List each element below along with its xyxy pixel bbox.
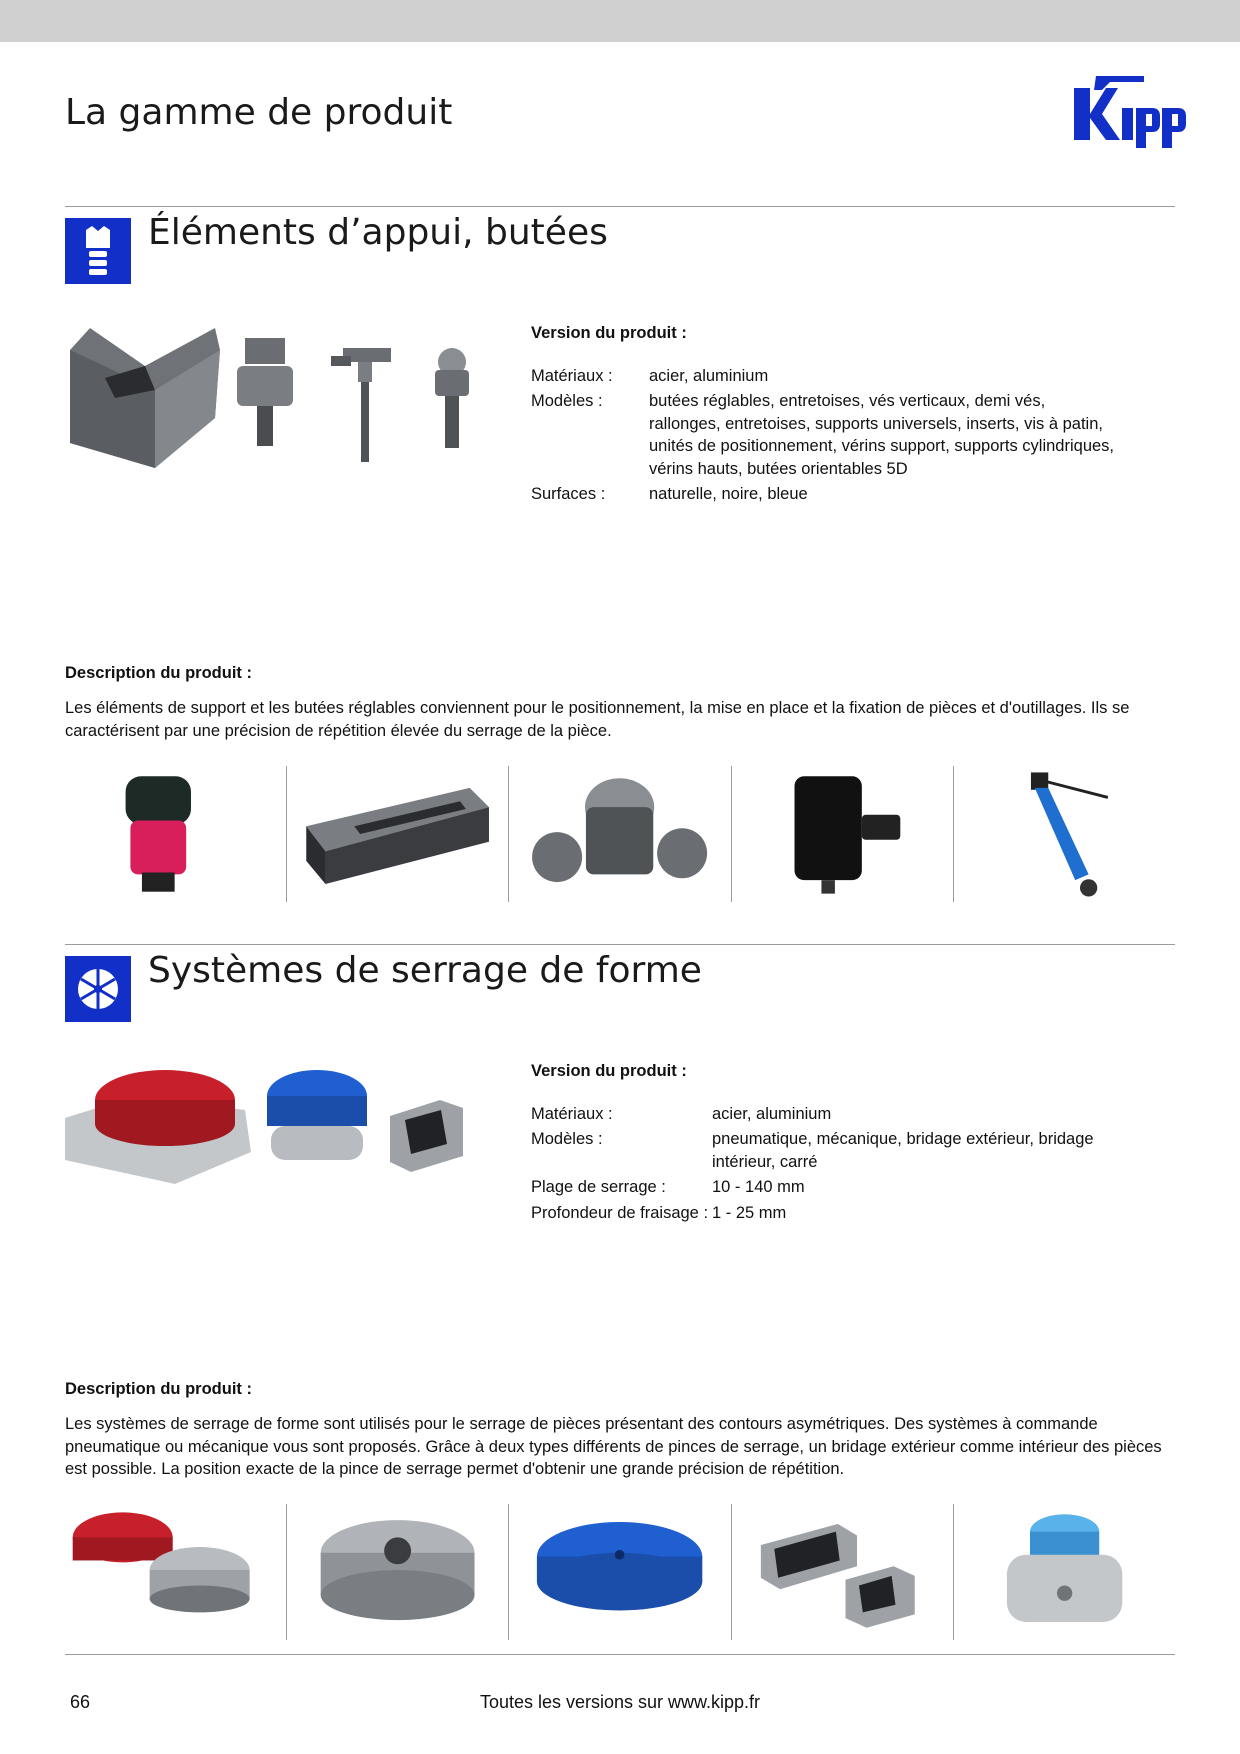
gallery-item <box>732 766 954 902</box>
gallery-item <box>954 766 1175 902</box>
product-gallery <box>65 766 1175 902</box>
spec-row <box>531 1202 1152 1228</box>
page-number: 66 <box>70 1692 91 1712</box>
spec-label: Modèles : <box>531 1130 603 1148</box>
product-specs <box>531 1060 1152 1227</box>
adjustable-stop-image <box>237 338 293 446</box>
support-element-icon <box>65 218 131 284</box>
gallery-item <box>65 1504 287 1640</box>
gallery-item <box>954 1504 1175 1640</box>
spec-heading: Version du produit : <box>531 1062 687 1080</box>
section-title: Éléments d’appui, butées <box>148 212 608 253</box>
spec-row <box>531 390 1119 483</box>
description-text: Les systèmes de serrage de forme sont utilisés pour le serrage de pièces présentant des contours asymétriques. Des systèmes à commande pneumatique ou mécanique vous sont proposés. Grâce à deux types différents de pinces de serrage, un bridage extérieur comme intérieur des pièces est possible. La position exacte de la pince de serrage permet d'obtenir une grande précision de répétition. <box>65 1415 1162 1478</box>
section-rule <box>65 944 1175 945</box>
spec-heading: Version du produit : <box>531 324 687 342</box>
section-title: Systèmes de serrage de forme <box>148 950 702 991</box>
v-block-image <box>70 328 220 468</box>
kipp-logo <box>1068 74 1190 166</box>
spec-value: acier, aluminium <box>712 1104 832 1123</box>
product-image-group <box>65 318 485 478</box>
form-clamping-icon <box>65 956 131 1022</box>
ball-stop-image <box>435 348 469 448</box>
blue-chuck-image <box>267 1070 367 1160</box>
description-heading: Description du produit : <box>65 1380 252 1398</box>
gallery-item <box>509 766 731 902</box>
pneumatic-chuck-image <box>65 1070 251 1184</box>
spec-table <box>531 1103 1152 1228</box>
page-title: La gamme de produit <box>65 92 453 133</box>
spec-row <box>531 1176 1152 1202</box>
spec-value: butées réglables, entretoises, vés verticaux, demi vés, rallonges, entretoises, supports universels, inserts, vis à patin, unités de positionnement, vérins support, supports cylindriques, vérins hauts, butées orientables 5D <box>649 392 1115 478</box>
spec-value: acier, aluminium <box>649 366 769 385</box>
description-text: Les éléments de support et les butées réglables conviennent pour le positionnement, la mise en place et la fixation de pièces et d'outillages. Ils se caractérisent par une précision de répétition élevée du serrage de la pièce. <box>65 699 1130 740</box>
product-image-group <box>65 1056 485 1196</box>
description-heading: Description du produit : <box>65 664 252 682</box>
footer-rule <box>65 1654 1175 1655</box>
gallery-item <box>287 1504 509 1640</box>
gallery-item <box>509 1504 731 1640</box>
spec-value: 1 - 25 mm <box>712 1203 787 1222</box>
spec-label: Matériaux : <box>531 1104 613 1123</box>
gallery-item <box>287 766 509 902</box>
spec-row <box>531 365 1119 391</box>
spec-value: naturelle, noire, bleue <box>649 485 808 503</box>
spec-label: Profondeur de fraisage : <box>531 1203 709 1222</box>
spec-value: pneumatique, mécanique, bridage extérieur, bridage intérieur, carré <box>712 1130 1094 1171</box>
spec-value: 10 - 140 mm <box>712 1178 805 1196</box>
gallery-item <box>65 766 287 902</box>
square-clamp-image <box>390 1100 463 1172</box>
spec-table <box>531 365 1119 509</box>
spec-label: Modèles : <box>531 392 603 410</box>
spec-label: Surfaces : <box>531 485 606 503</box>
top-bar <box>0 0 1240 42</box>
section-rule <box>65 206 1175 207</box>
spec-row <box>531 1103 1152 1129</box>
spec-label: Plage de serrage : <box>531 1178 666 1196</box>
product-gallery <box>65 1504 1175 1640</box>
spec-row <box>531 483 1119 509</box>
spec-label: Matériaux : <box>531 366 613 385</box>
screw-rest-image <box>331 348 391 462</box>
product-specs <box>531 322 1119 509</box>
gallery-item <box>732 1504 954 1640</box>
spec-row <box>531 1128 1152 1176</box>
footer-text: Toutes les versions sur www.kipp.fr <box>479 1692 761 1712</box>
